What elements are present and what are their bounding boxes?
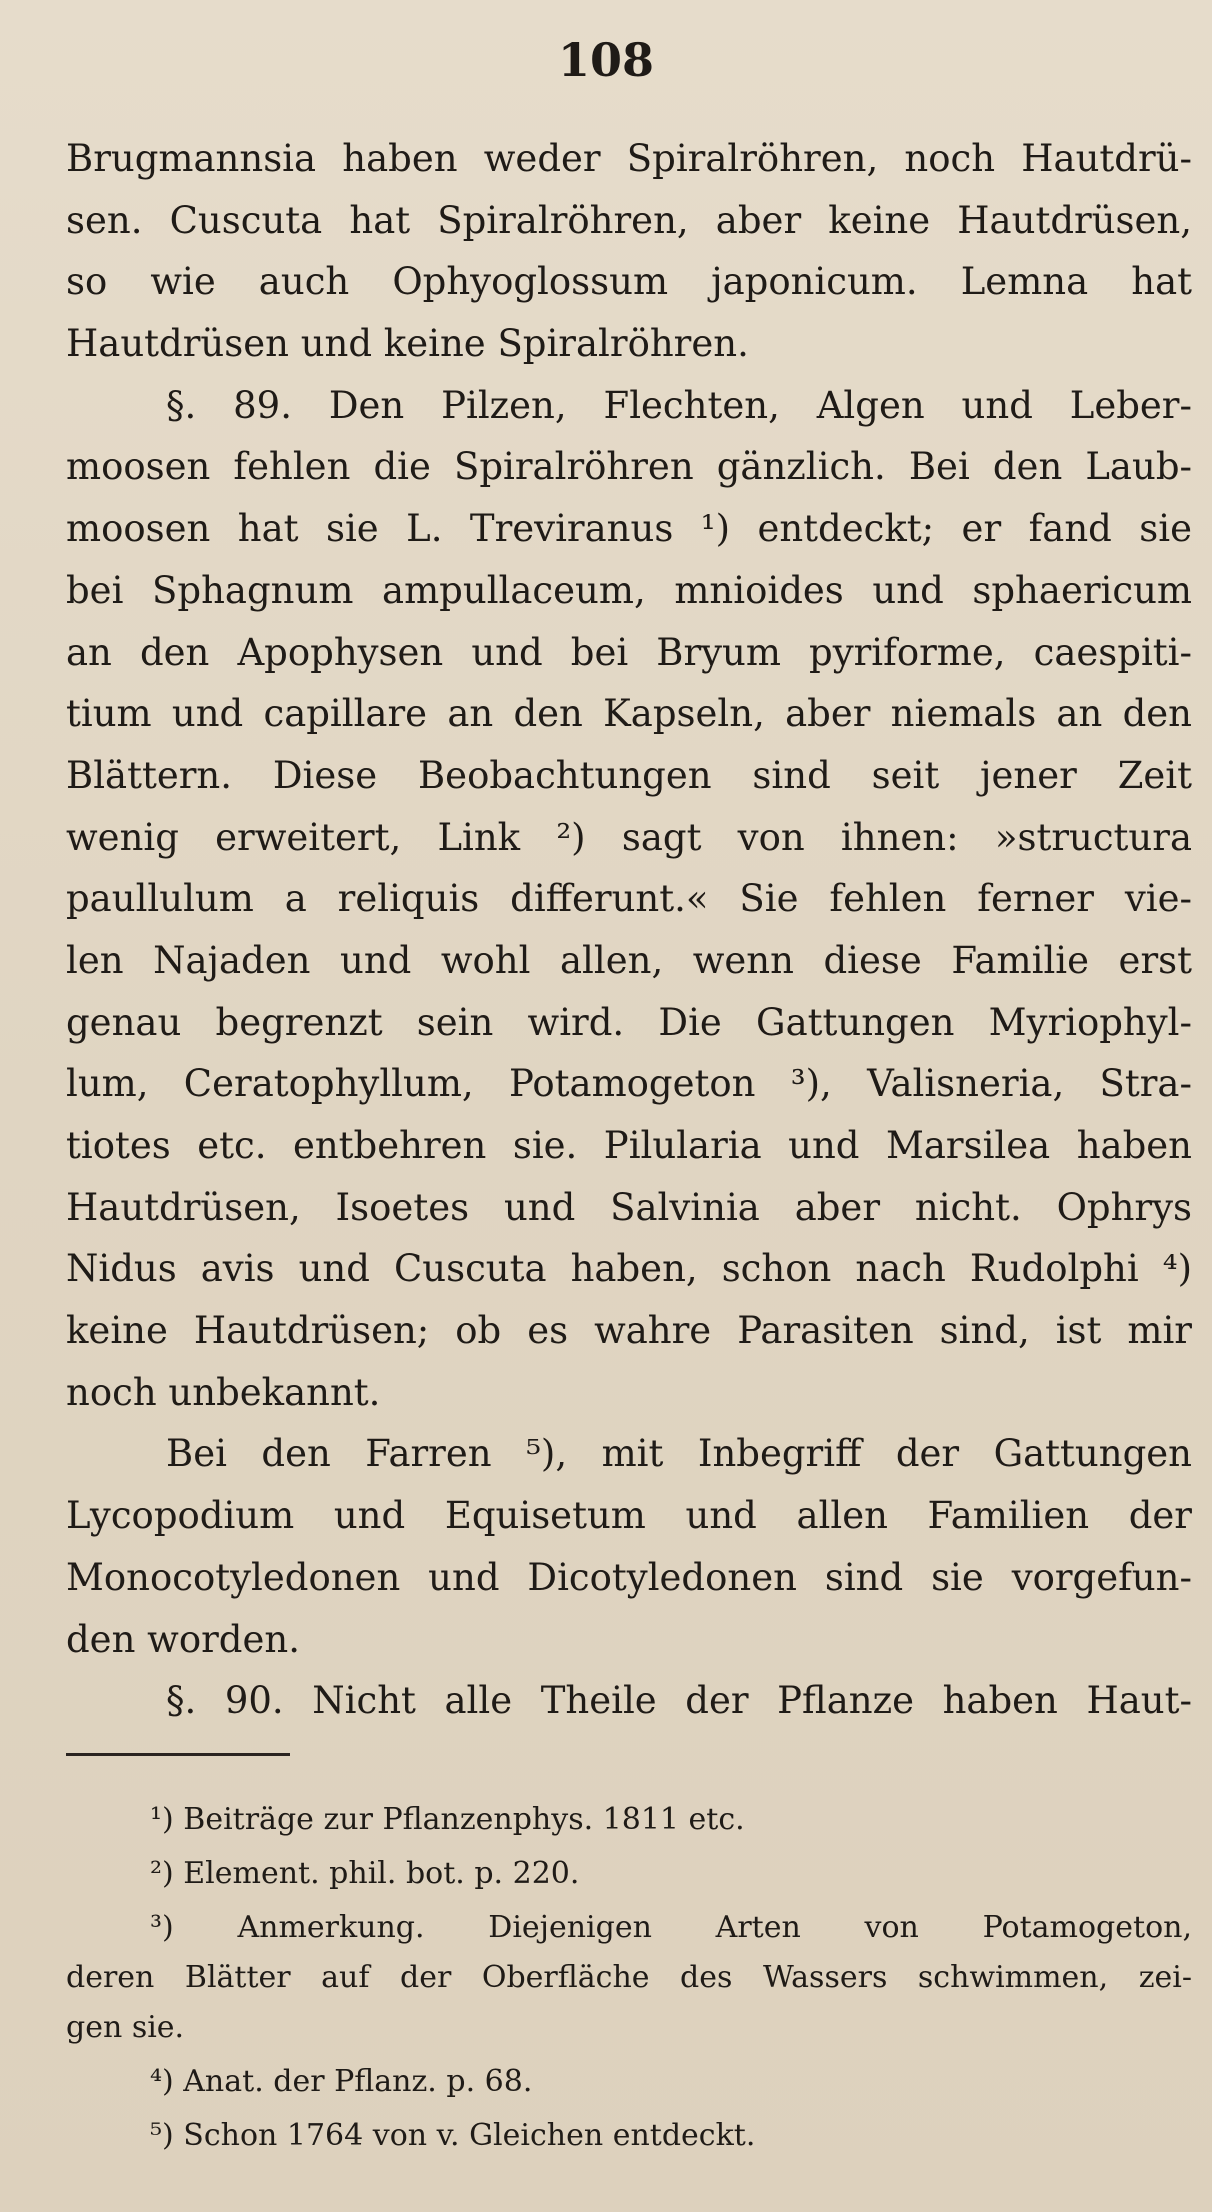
text-line: genau begrenzt sein wird. Die Gattungen Myriophyl-: [66, 1000, 1192, 1044]
text-line: an den Apophysen und bei Bryum pyriforme, caespiti-: [66, 630, 1192, 674]
text-line: wenig erweitert, Link ²) sagt von ihnen: »structura: [66, 815, 1192, 859]
text-line: tium und capillare an den Kapseln, aber niemals an den: [66, 692, 1192, 736]
text-line: Nidus avis und Cuscuta haben, schon nach Rudolphi ⁴): [66, 1247, 1192, 1291]
paragraph-start-line: Bei den Farren ⁵), mit Inbegriff der Gattungen: [166, 1432, 1192, 1476]
text-line: bei Sphagnum ampullaceum, mnioides und sphaericum: [66, 568, 1192, 612]
text-line: so wie auch Ophyoglossum japonicum. Lemna hat: [66, 260, 1192, 304]
text-line: moosen fehlen die Spiralröhren gänzlich. Bei den Laub-: [66, 445, 1192, 489]
section-89-heading-line: §. 89. Den Pilzen, Flechten, Algen und Leber-: [166, 383, 1192, 427]
text-line: noch unbekannt.: [66, 1370, 381, 1414]
footnote-2: ²) Element. phil. bot. p. 220.: [150, 1856, 580, 1891]
text-line: paullulum a reliquis differunt.« Sie fehlen ferner vie-: [66, 877, 1192, 921]
text-line: moosen hat sie L. Treviranus ¹) entdeckt; er fand sie: [66, 507, 1192, 551]
footnote-3: ³) Anmerkung. Diejenigen Arten von Potamogeton,: [150, 1910, 1192, 1945]
footnote-4: ⁴) Anat. der Pflanz. p. 68.: [150, 2064, 533, 2099]
footnote-5: ⁵) Schon 1764 von v. Gleichen entdeckt.: [150, 2118, 756, 2153]
text-line: Hautdrüsen und keine Spiralröhren.: [66, 322, 749, 366]
text-line: lum, Ceratophyllum, Potamogeton ³), Valisneria, Stra-: [66, 1062, 1192, 1106]
footnote-divider: [66, 1753, 290, 1756]
text-line: Blättern. Diese Beobachtungen sind seit jener Zeit: [66, 753, 1192, 797]
text-line: len Najaden und wohl allen, wenn diese Familie erst: [66, 938, 1192, 982]
page-number: 108: [557, 33, 655, 87]
text-line: sen. Cuscuta hat Spiralröhren, aber keine Hautdrüsen,: [66, 198, 1192, 242]
footnotes: [66, 1795, 1192, 2161]
text-line: Monocotyledonen und Dicotyledonen sind sie vorgefun-: [66, 1555, 1192, 1599]
body-text: [66, 128, 1192, 1732]
text-line: Hautdrüsen, Isoetes und Salvinia aber nicht. Ophrys: [66, 1185, 1192, 1229]
footnote-1: ¹) Beiträge zur Pflanzenphys. 1811 etc.: [150, 1802, 745, 1837]
text-line: tiotes etc. entbehren sie. Pilularia und Marsilea haben: [66, 1124, 1192, 1167]
text-line: keine Hautdrüsen; ob es wahre Parasiten sind, ist mir: [66, 1309, 1192, 1353]
text-line: den worden.: [66, 1617, 300, 1661]
footnote-3-continued: deren Blätter auf der Oberfläche des Wassers schwimmen, zei-: [66, 1960, 1192, 1995]
text-line: Brugmannsia haben weder Spiralröhren, noch Hautdrü-: [66, 137, 1192, 180]
footnote-3-end: gen sie.: [66, 2010, 185, 2045]
text-line: Lycopodium und Equisetum und allen Familien der: [66, 1494, 1192, 1538]
section-90-heading-line: §. 90. Nicht alle Theile der Pflanze haben Haut-: [166, 1679, 1192, 1723]
